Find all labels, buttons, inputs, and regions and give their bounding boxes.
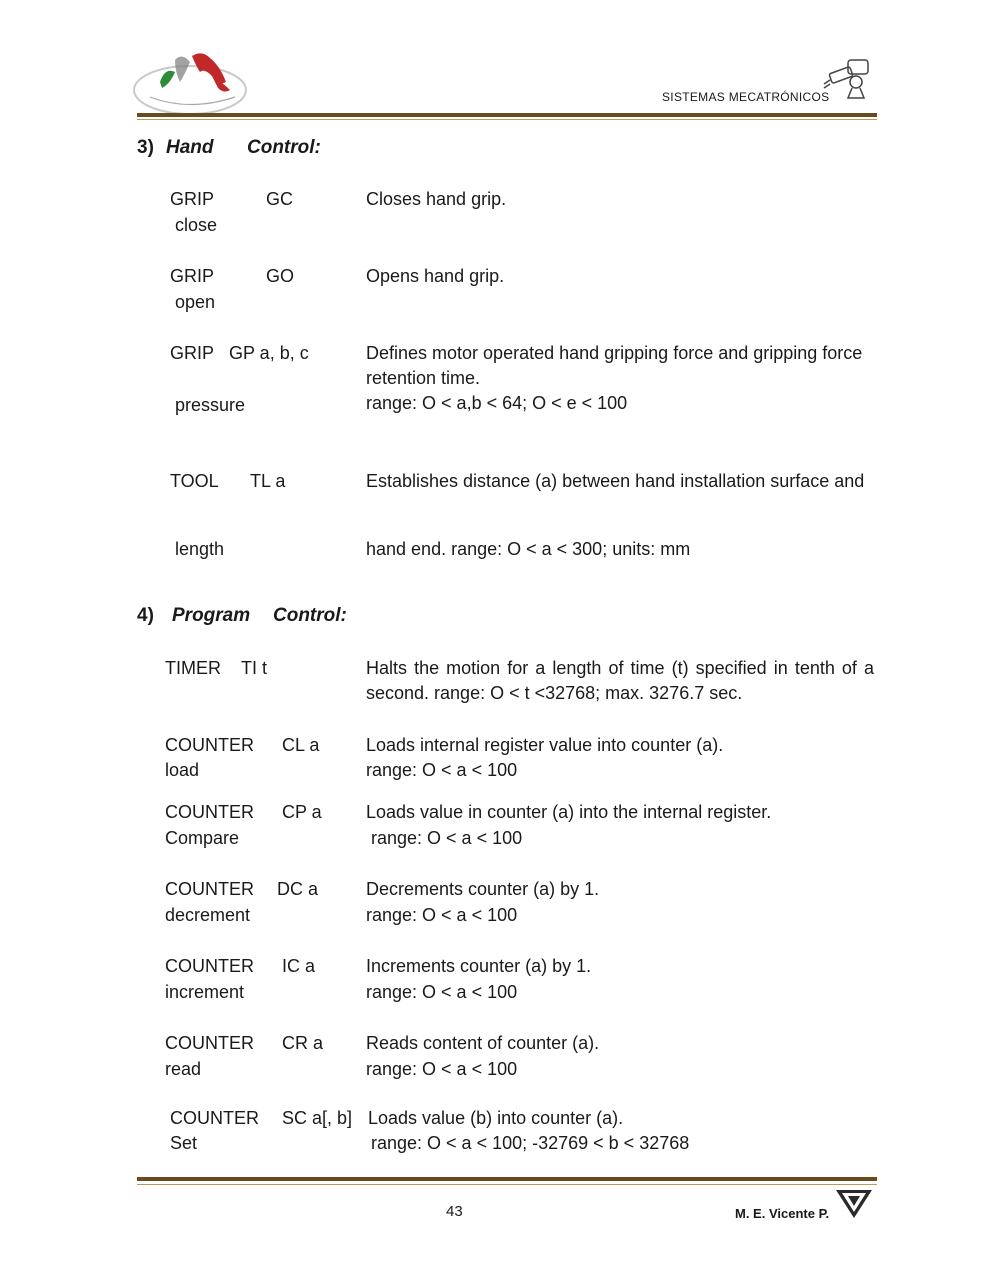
cmd-desc: Decrements counter (a) by 1. <box>366 879 600 899</box>
cmd-name: GRIP <box>170 189 215 209</box>
cmd-desc-line: range: O < a,b < 64; O < e < 100 <box>366 393 628 413</box>
header-rule <box>137 113 877 117</box>
cmd-name-2: increment <box>165 982 245 1002</box>
cmd-desc: Opens hand grip. <box>366 266 505 286</box>
section-4-word2: Control: <box>273 605 347 626</box>
cmd-name: COUNTER <box>165 802 254 822</box>
cmd-desc: Halts the motion for a length of time (t) specified in tenth of a second. range: O < t <32768; max. 3276.7 sec. <box>366 658 874 703</box>
cmd-desc-line: range: O < a < 100 <box>366 982 518 1002</box>
cmd-name: COUNTER <box>165 879 254 899</box>
cmd-name-2: Compare <box>165 828 240 848</box>
section-4-number: 4) <box>137 605 154 626</box>
cmd-desc-line: range: O < a < 100; -32769 < b < 32768 <box>366 1133 690 1153</box>
robot-arm-icon <box>818 54 876 102</box>
cmd-code: GC <box>266 189 293 209</box>
author-logo-icon <box>834 1188 874 1220</box>
cmd-code: SC a[, b] <box>282 1108 353 1128</box>
cmd-name-2: load <box>165 760 200 780</box>
cmd-code: TI t <box>241 658 267 678</box>
footer-rule <box>137 1177 877 1181</box>
cmd-name-2: length <box>175 539 225 559</box>
cmd-desc-line: Defines motor operated hand gripping force and gripping force <box>366 343 863 363</box>
cmd-name: COUNTER <box>165 735 254 755</box>
cmd-name: GRIP <box>170 266 215 286</box>
cmd-code: GO <box>266 266 295 286</box>
cmd-desc-line: range: O < a < 100 <box>366 828 523 848</box>
cmd-desc: Reads content of counter (a). <box>366 1033 600 1053</box>
section-3-word1: Hand <box>166 137 214 158</box>
cmd-name: COUNTER <box>165 1033 254 1053</box>
cmd-code: CP a <box>282 802 322 822</box>
cmd-desc: Establishes distance (a) between hand installation surface and <box>366 471 865 491</box>
cmd-desc-line: range: O < a < 100 <box>366 905 518 925</box>
cmd-name: COUNTER <box>165 956 254 976</box>
cmd-desc-line: hand end. range: O < a < 300; units: mm <box>366 539 691 559</box>
cmd-code: CR a <box>282 1033 324 1053</box>
section-3-word2: Control: <box>247 137 321 158</box>
author-name: M. E. Vicente P. <box>735 1206 830 1221</box>
cmd-desc: Loads value in counter (a) into the internal register. <box>366 802 772 822</box>
cmd-name-2: close <box>175 215 218 235</box>
cmd-desc: Loads internal register value into counter (a). <box>366 735 724 755</box>
cmd-code: TL a <box>250 471 286 491</box>
cmd-name-2: pressure <box>175 395 246 415</box>
cmd-name-2: open <box>175 292 216 312</box>
cmd-name: COUNTER <box>170 1108 259 1128</box>
cmd-name-2: read <box>165 1059 202 1079</box>
header-title: SISTEMAS MECATRÓNICOS <box>662 90 830 104</box>
institute-logo <box>130 42 255 117</box>
section-4-word1: Program <box>172 605 251 626</box>
section-3-heading <box>137 137 321 159</box>
cmd-name-2: Set <box>170 1133 198 1153</box>
cmd-desc: Increments counter (a) by 1. <box>366 956 592 976</box>
cmd-desc-line: range: O < a < 100 <box>366 1059 518 1079</box>
cmd-name-2: decrement <box>165 905 251 925</box>
cmd-desc: Closes hand grip. <box>366 189 507 209</box>
footer-rule-thin <box>137 1184 877 1185</box>
cmd-desc-line: retention time. <box>366 368 481 388</box>
cmd-desc <box>366 341 874 416</box>
cmd-desc-line: range: O < a < 100 <box>366 760 518 780</box>
cmd-desc: Loads value (b) into counter (a). <box>368 1108 624 1128</box>
cmd-code: CL a <box>282 735 320 755</box>
cmd-code: DC a <box>277 879 319 899</box>
cmd-code: IC a <box>282 956 316 976</box>
cmd-code: GP a, b, c <box>229 343 309 363</box>
section-4-heading <box>137 605 347 627</box>
header-rule-thin <box>137 119 877 120</box>
section-3-number: 3) <box>137 137 154 158</box>
cmd-name: TOOL <box>170 471 219 491</box>
cmd-name: TIMER <box>165 658 221 678</box>
page-number: 43 <box>446 1203 463 1220</box>
cmd-name: GRIP <box>170 343 215 363</box>
